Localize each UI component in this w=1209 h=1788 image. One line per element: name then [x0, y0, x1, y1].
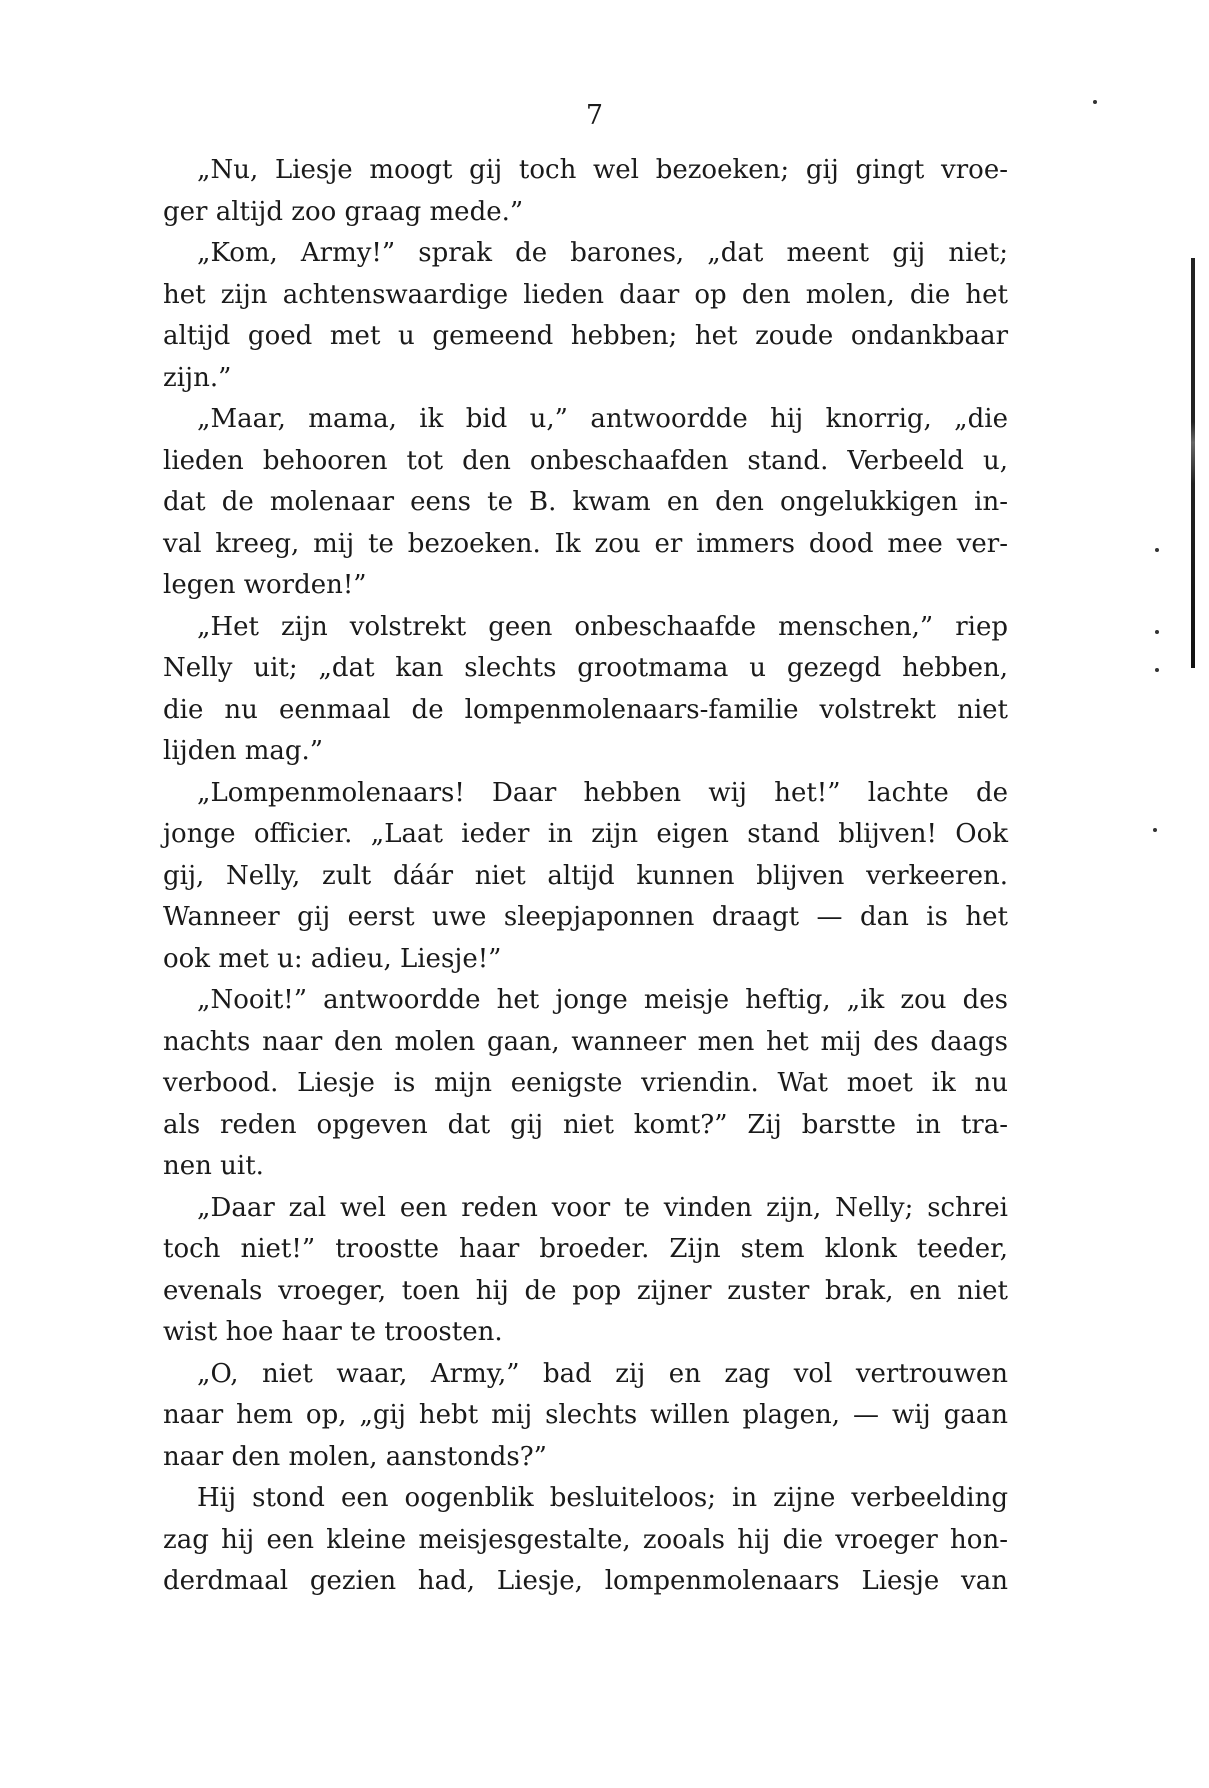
text-line: legen worden!”: [163, 570, 367, 600]
text-line: zijn.”: [163, 362, 232, 393]
text-line: naar den molen, aanstonds?”: [163, 1441, 547, 1472]
text-line: „Het zijn volstrekt geen onbeschaafde menschen,” riep: [197, 611, 1008, 642]
text-line: evenals vroeger, toen hij de pop zijner zuster brak, en niet: [163, 1275, 1008, 1306]
scan-speck: [1155, 548, 1159, 552]
text-line: ook met u: adieu, Liesje!”: [163, 943, 502, 974]
scan-speck: [1155, 668, 1159, 672]
text-line: verbood. Liesje is mijn eenigste vriendin. Wat moet ik nu: [163, 1068, 1008, 1098]
text-line: „Nu, Liesje moogt gij toch wel bezoeken; gij gingt vroe-: [197, 155, 1008, 185]
text-line: wist hoe haar te troosten.: [163, 1317, 503, 1347]
text-line: nachts naar den molen gaan, wanneer men het mij des daags: [163, 1026, 1008, 1057]
text-line: als reden opgeven dat gij niet komt?” Zij barstte in tra-: [163, 1109, 1008, 1140]
text-line: zag hij een kleine meisjesgestalte, zooals hij die vroeger hon-: [163, 1524, 1008, 1555]
text-line: lijden mag.”: [163, 736, 324, 766]
text-line: val kreeg, mij te bezoeken. Ik zou er immers dood mee ver-: [163, 528, 1008, 559]
text-line: „Maar, mama, ik bid u,” antwoordde hij knorrig, „die: [197, 404, 1008, 434]
scan-speck: [1093, 100, 1097, 104]
scan-edge-shadow: [1191, 258, 1195, 668]
text-line: ger altijd zoo graag mede.”: [163, 196, 524, 227]
scan-speck: [1153, 828, 1157, 832]
text-line: Wanneer gij eerst uwe sleepjaponnen draagt — dan is het: [163, 902, 1008, 932]
text-line: altijd goed met u gemeend hebben; het zoude ondankbaar: [163, 321, 1008, 351]
text-line: jonge officier. „Laat ieder in zijn eigen stand blijven! Ook: [163, 819, 1008, 849]
text-line: Nelly uit; „dat kan slechts grootmama u gezegd hebben,: [163, 653, 1008, 683]
text-line: „Nooit!” antwoordde het jonge meisje heftig, „ik zou des: [197, 985, 1008, 1015]
text-line: gij, Nelly, zult dáár niet altijd kunnen blijven verkeeren.: [163, 860, 1008, 891]
scan-speck: [1155, 630, 1159, 634]
text-line: „Kom, Army!” sprak de barones, „dat meent gij niet;: [197, 238, 1008, 268]
text-line: het zijn achtenswaardige lieden daar op den molen, die het: [163, 279, 1008, 310]
text-line: „Daar zal wel een reden voor te vinden zijn, Nelly; schrei: [197, 1192, 1008, 1223]
text-line: „O, niet waar, Army,” bad zij en zag vol vertrouwen: [197, 1358, 1008, 1389]
text-line: die nu eenmaal de lompenmolenaars-familie volstrekt niet: [163, 694, 1008, 725]
text-line: toch niet!” troostte haar broeder. Zijn stem klonk teeder,: [163, 1234, 1008, 1264]
text-line: naar hem op, „gij hebt mij slechts willen plagen, — wij gaan: [163, 1400, 1008, 1430]
text-line: lieden behooren tot den onbeschaafden stand. Verbeeld u,: [163, 445, 1008, 476]
text-line: derdmaal gezien had, Liesje, lompenmolenaars Liesje van: [163, 1566, 1008, 1596]
text-line: Hij stond een oogenblik besluiteloos; in zijne verbeelding: [197, 1483, 1008, 1513]
text-line: nen uit.: [163, 1151, 264, 1181]
page-number: 7: [585, 100, 605, 131]
text-line: „Lompenmolenaars! Daar hebben wij het!” lachte de: [197, 777, 1008, 808]
body-text: [163, 150, 1008, 1603]
text-line: dat de molenaar eens te B. kwam en den ongelukkigen in-: [163, 487, 1008, 517]
